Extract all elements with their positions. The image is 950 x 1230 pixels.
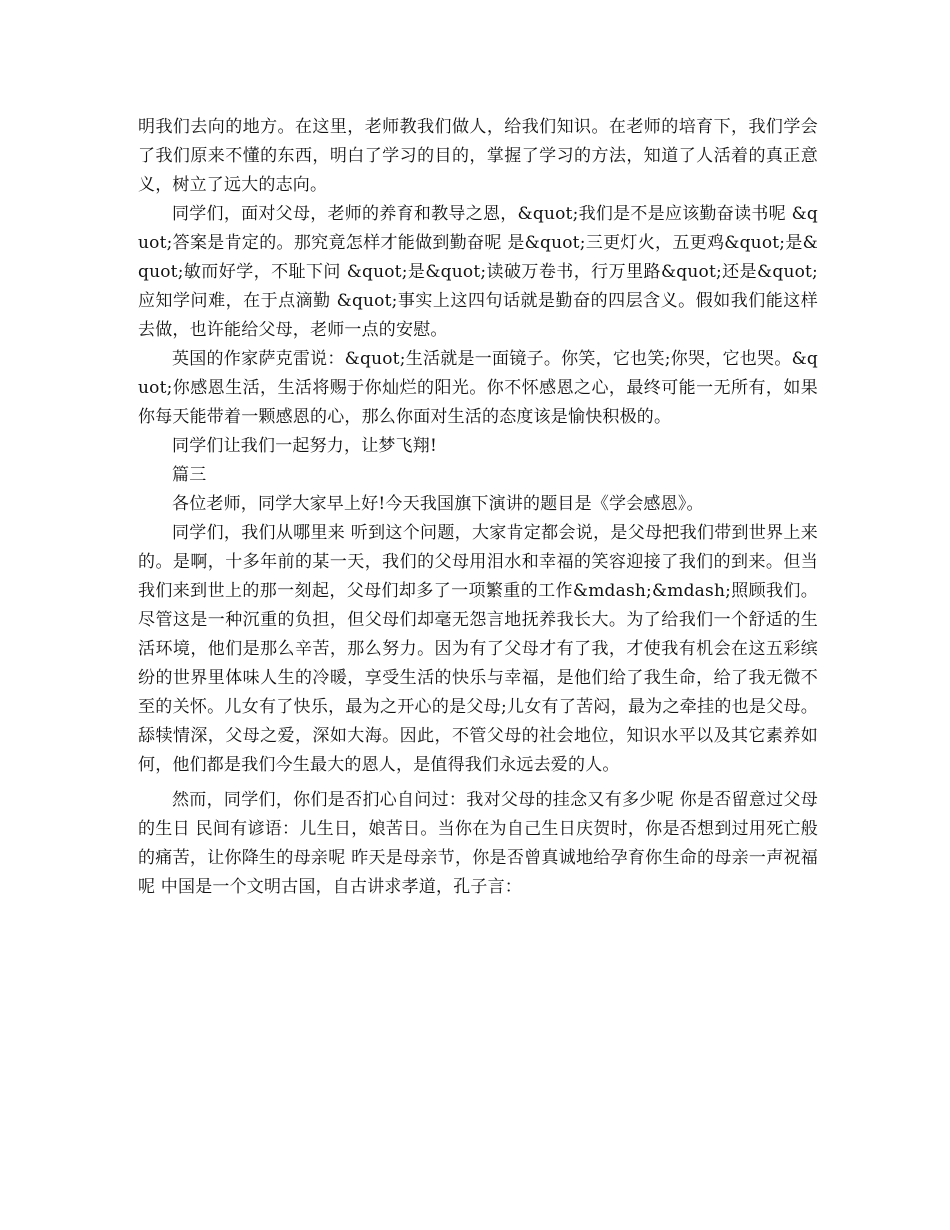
paragraph-greeting: 各位老师，同学大家早上好!今天我国旗下演讲的题目是《学会感恩》。 (172, 494, 704, 514)
paragraph-reflection: 然而，同学们，你们是否扪心自问过：我对父母的挂念又有多少呢 你是否留意过父母的生日 民间有谚语：儿生日，娘苦日。当你在为自己生日庆贺时，你是否想到过用死亡般的痛苦，让你降生的母亲呢 昨天是母亲节，你是否曾真诚地给孕育你生命的母亲一声祝福呢 中国是一个文明古国，自古讲求孝道，孔子言： (138, 790, 818, 897)
paragraph-diligence: 同学们，面对父母，老师的养育和教导之恩，&quot;我们是不是应该勤奋读书呢 &quot;答案是肯定的。那究竟怎样才能做到勤奋呢 是&quot;三更灯火，五更鸡&quot;是&quot;敏而好学，不耻下问 &quot;是&quot;读破万卷书，行万里路&quot;还是&quot;应知学问难，在于点滴勤 &quot;事实上这四句话就是勤奋的四层含义。假如我们能这样去做，也许能给父母，老师一点的安慰。 (138, 204, 818, 340)
paragraph-thackeray-quote: 英国的作家萨克雷说：&quot;生活就是一面镜子。你笑，它也笑;你哭，它也哭。&quot;你感恩生活，生活将赐于你灿烂的阳光。你不怀感恩之心，最终可能一无所有，如果你每天能带着一颗感恩的心，那么你面对生活的态度该是愉快积极的。 (138, 349, 818, 427)
paragraph-continuation: 明我们去向的地方。在这里，老师教我们做人，给我们知识。在老师的培育下，我们学会了我们原来不懂的东西，明白了学习的目的，掌握了学习的方法，知道了人活着的真正意义，树立了远大的志向。 (138, 117, 818, 195)
document-body (138, 113, 818, 902)
section-heading: 篇三 (172, 465, 207, 485)
paragraph-parents: 同学们，我们从哪里来 听到这个问题，大家肯定都会说，是父母把我们带到世界上来的。是啊，十多年前的某一天，我们的父母用泪水和幸福的笑容迎接了我们的到来。但当我们来到世上的那一刻起，父母们却多了一项繁重的工作&mdash;&mdash;照顾我们。尽管这是一种沉重的负担，但父母们却毫无怨言地抚养我长大。为了给我们一个舒适的生活环境，他们是那么辛苦，那么努力。因为有了父母才有了我，才使我有机会在这五彩缤纷的世界里体味人生的冷暖，享受生活的快乐与幸福，是他们给了我生命，给了我无微不至的关怀。儿女有了快乐，最为之开心的是父母;儿女有了苦闷，最为之牵挂的也是父母。舔犊情深，父母之爱，深如大海。因此，不管父母的社会地位，知识水平以及其它素养如何，他们都是我们今生最大的恩人，是值得我们永远去爱的人。 (138, 523, 818, 775)
paragraph-closing: 同学们让我们一起努力，让梦飞翔! (172, 436, 438, 456)
